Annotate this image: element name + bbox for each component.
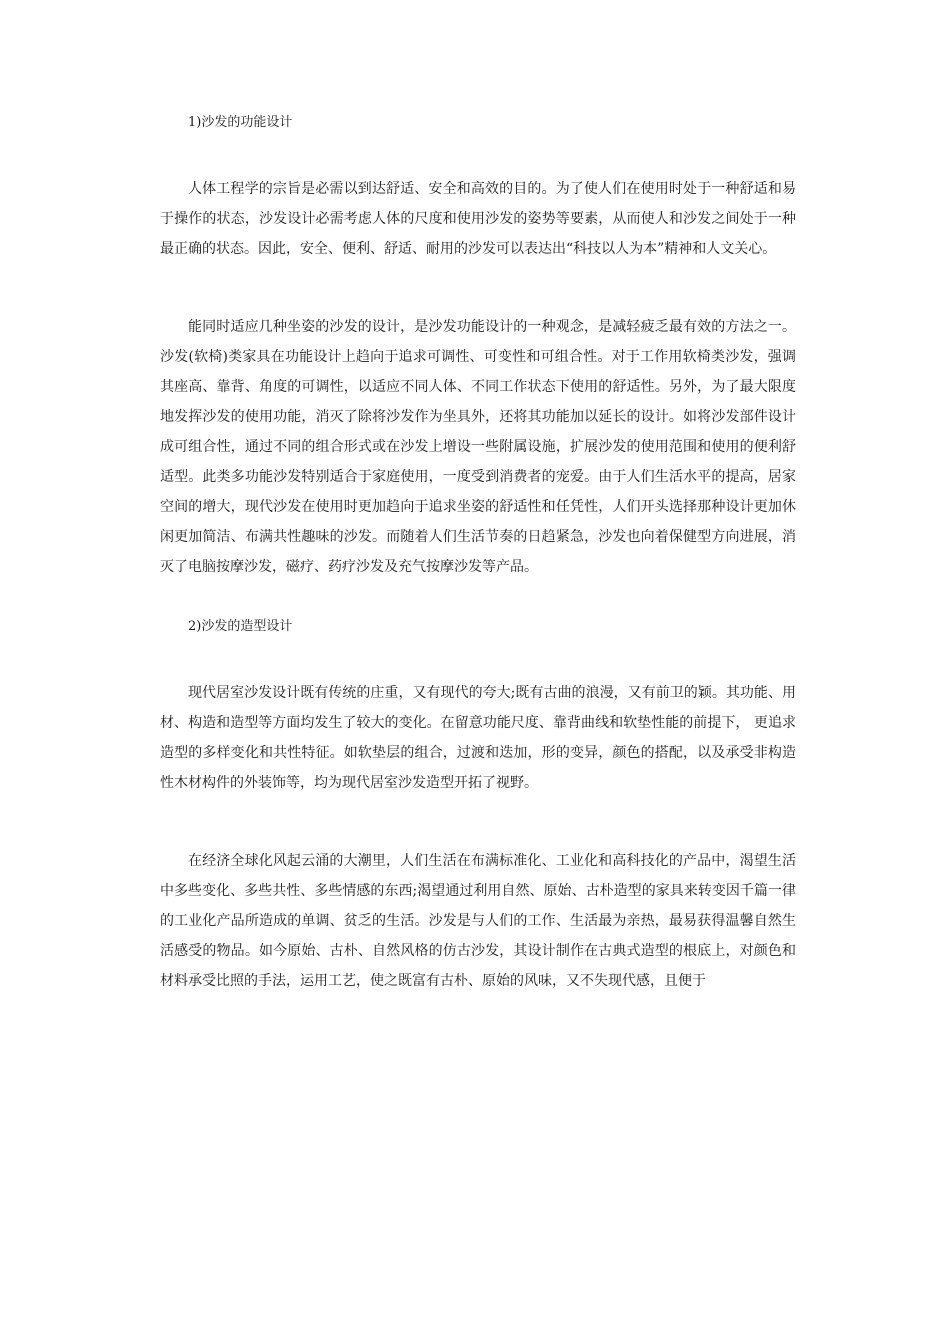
paragraph-modern-living-room: 现代居室沙发设计既有传统的庄重，又有现代的夸大;既有古曲的浪漫，又有前卫的颖。其功能、用材、构造和造型等方面均发生了较大的变化。在留意功能尺度、靠背曲线和软垫性能的前提下， 更追求造型的多样变化和共性特征。如软垫层的组合，过渡和迭加，形的变异，颜色的搭配，以及承受非构造性木材构件的外装饰等，均为现代居室沙发造型开拓了视野。	[160, 685, 796, 791]
paragraph-ergonomics: 人体工程学的宗旨是必需以到达舒适、安全和高效的目的。为了使人们在使用时处于一种舒适和易于操作的状态，沙发设计必需考虑人体的尺度和使用沙发的姿势等要素，从而使人和沙发之间处于一种最正确的状态。因此，安全、便利、舒适、耐用的沙发可以表达出“科技以人为本”精神和人文关心。	[160, 181, 796, 257]
paragraph-multi-posture: 能同时适应几种坐姿的沙发的设计，是沙发功能设计的一种观念，是减轻疲乏最有效的方法之一。沙发(软椅)类家具在功能设计上趋向于追求可调性、可变性和可组合性。对于工作用软椅类沙发，强调其座高、靠背、角度的可调性，以适应不同人体、不同工作状态下使用的舒适性。另外，为了最大限度地发挥沙发的使用功能，消灭了除将沙发作为坐具外，还将其功能加以延长的设计。如将沙发部件设计成可组合性，通过不同的组合形式或在沙发上增设一些附属设施，扩展沙发的使用范围和使用的便利舒适型。此类多功能沙发特别适合于家庭使用，一度受到消费者的宠爱。由于人们生活水平的提高，居家空间的增大，现代沙发在使用时更加趋向于追求坐姿的舒适性和任凭性，人们开头选择那种设计更加休闲更加简洁、布满共性趣味的沙发。而随着人们生活节奏的日趋紧急，沙发也向着保健型方向进展，消灭了电脑按摩沙发，磁疗、药疗沙发及充气按摩沙发等产品。	[160, 319, 796, 575]
section-heading-function-design: 1)沙发的功能设计	[188, 115, 293, 130]
paragraph-globalization: 在经济全球化风起云涌的大潮里，人们生活在布满标准化、工业化和高科技化的产品中，渴望生活中多些变化、多些共性、多些情感的东西;渴望通过利用自然、原始、古朴造型的家具来转变因千篇一律的工业化产品所造成的单调、贫乏的生活。沙发是与人们的工作、生活最为亲热，最易获得温馨自然生活感受的物品。如今原始、古朴、自然风格的仿古沙发，其设计制作在古典式造型的根底上，对颜色和材料承受比照的手法，运用工艺，使之既富有古朴、原始的风味，又不失现代感，且便于	[160, 853, 796, 989]
section-heading-shape-design: 2)沙发的造型设计	[188, 619, 293, 634]
document-page	[160, 112, 796, 996]
